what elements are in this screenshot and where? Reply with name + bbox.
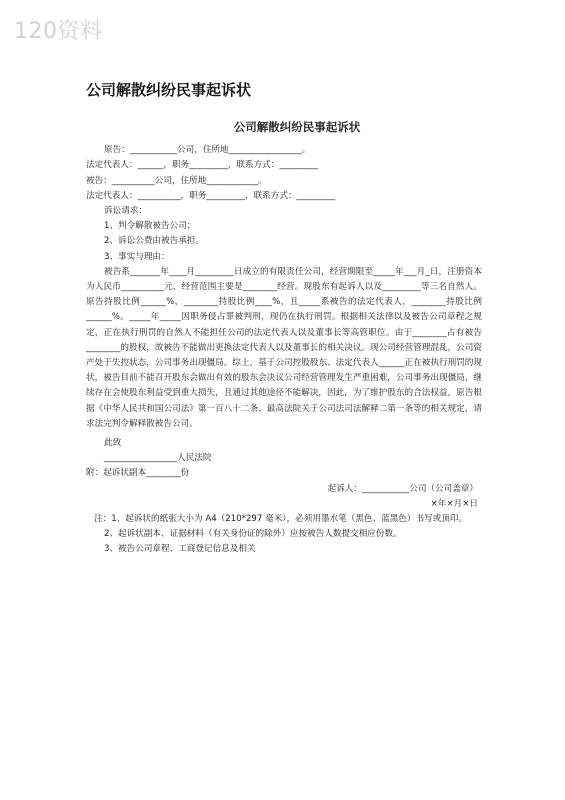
salutation: 此致: [104, 438, 122, 449]
defendant-line: 被告：__________公司，住所地____________。: [86, 175, 267, 186]
claim-item-3: 3、事实与理由：: [104, 251, 170, 262]
document-title: 公司解散纠纷民事起诉状: [233, 120, 361, 134]
defendant-representative-line: 法定代表人：__________，职务_________，联系方式：_________: [86, 190, 336, 201]
plaintiff-line: 原告：___________公司，住所地_________________。: [104, 145, 311, 156]
facts-paragraph: 被告系_______年____月_________日成立的有限责任公司，经营期限至_____年___月_日，注册资本为人民币__________元，经营范围主要是________经营。现股东有起诉人以及_________等三名自然人。原告持股比例______%，________持股比例____%，且_____系被告的法定代表人，________持股比例______%。_____年_____因职务侵占罪被判刑，现仍在执行刑罚。根据相关法律以及被告公司章程之规定，正在执行刑罚的自然人不能担任公司的法定代表人以及董事长等高管职位。由于________占有被告________的股权，故被告不能做出更换法定代表人以及董事长的相关决议。现公司经营管理混乱，公司资产处于失控状态，公司事务出现僵局。综上，基于公司控股股东、法定代表人______正在被执行刑罚的现状，被告目前不能召开股东会做出有效的股东会决议公司经营管理发生严重困难，公司事务出现僵局，继续存在会使股东利益受到重大损失，且通过其他途径不能解决，因此，为了维护股东的合法权益，原告根据《中华人民共和国公司法》第一百八十二条、最高法院关于公司法司法解释二第一条等的相关规定，请求法完判令解释散被告公司。: [86, 266, 482, 429]
plaintiff-representative-line: 法定代表人：______，职务_________，联系方式：_________: [86, 160, 319, 171]
complaint-document: [86, 120, 482, 558]
claim-item-2: 2、诉讼公费由被告承担。: [104, 236, 204, 247]
note-item-1: 注：1、起诉状的纸张大小为 A4（210*297 毫米），必须用墨水笔（黑色、蓝黑色）书写或顶印。: [94, 514, 468, 525]
note-item-2: 2、起诉状副本、证据材料（有关身份证的除外）应按被告人数提交相应份数。: [104, 529, 402, 540]
attachment-line: 附：起诉状副本________份: [86, 468, 190, 479]
signer-line: 起诉人：___________公司（公司盖章）: [327, 483, 478, 494]
court-line: _________________人民法院: [104, 453, 212, 464]
date-line: ×年×月×日: [430, 498, 478, 509]
note-item-3: 3、被告公司章程、工商登记信息及相关: [104, 544, 256, 555]
watermark-logo: 120资料: [14, 19, 103, 44]
claim-item-1: 1、判令解散被告公司；: [104, 221, 196, 232]
page-heading: 公司解散纠纷民事起诉状: [86, 81, 252, 99]
claims-header: 诉讼请求：: [104, 206, 147, 217]
